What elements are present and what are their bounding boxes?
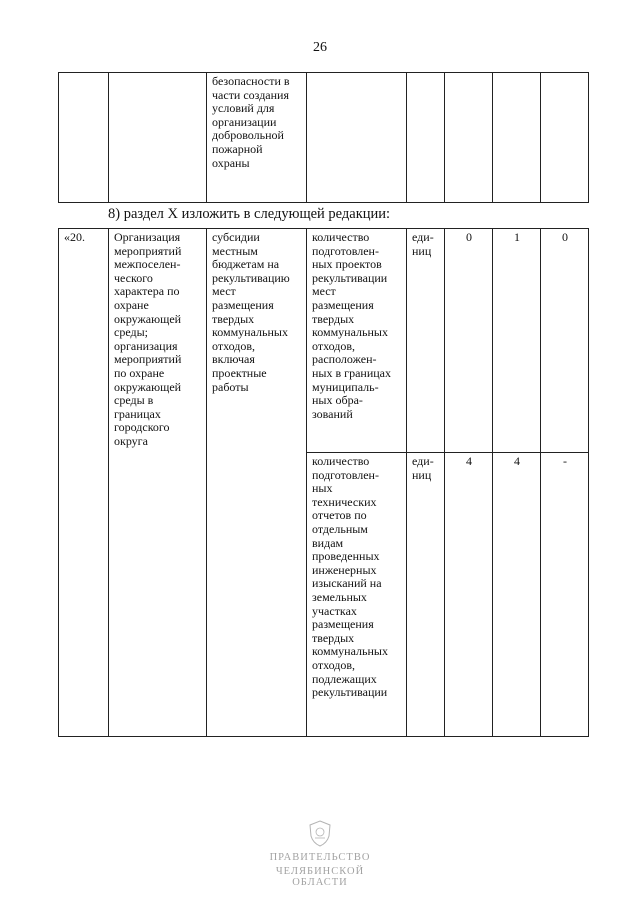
activity-line: Организация xyxy=(114,230,181,244)
indicator-line: твердых xyxy=(312,630,355,645)
indicator-line: подготовлен- xyxy=(312,467,379,482)
value-cell: 4 xyxy=(493,453,541,737)
indicator-cell xyxy=(307,453,407,737)
subsidy-line: рекультивацию xyxy=(212,270,290,285)
activity-line: городского xyxy=(114,420,170,435)
subsidy-line: коммунальных xyxy=(212,325,288,340)
unit-line: еди- xyxy=(412,454,434,468)
continuation-table xyxy=(58,72,589,203)
indicator-line: отчетов по xyxy=(312,508,367,523)
table-row xyxy=(59,229,589,453)
activity-line: характера по xyxy=(114,284,180,299)
activity-line: округа xyxy=(114,433,148,448)
subsidy-line: бюджетам на xyxy=(212,257,280,272)
indicator-line: ных в границах xyxy=(312,365,391,380)
indicator-line: изысканий на xyxy=(312,576,382,591)
unit-line: еди- xyxy=(412,230,434,244)
indicator-line: земельных xyxy=(312,589,367,604)
section-table xyxy=(58,228,589,737)
table-cell xyxy=(445,73,493,203)
subsidy-line: твердых xyxy=(212,311,255,326)
table-row xyxy=(59,73,589,203)
indicator-line: технических xyxy=(312,494,377,509)
indicator-line: видам xyxy=(312,535,344,550)
page-number: 26 xyxy=(313,40,327,55)
indicator-line: размещения xyxy=(312,297,374,312)
indicator-line: инженерных xyxy=(312,562,377,577)
table-cell xyxy=(59,73,109,203)
indicator-line: муниципаль- xyxy=(312,379,379,394)
indicator-line: ных проектов xyxy=(312,257,382,272)
government-seal xyxy=(250,818,390,888)
indicator-line: подготовлен- xyxy=(312,243,379,258)
indicator-line: проведенных xyxy=(312,549,380,564)
subsidy-cell xyxy=(207,229,307,737)
indicator-line: зований xyxy=(312,406,353,421)
table-cell xyxy=(407,73,445,203)
indicator-line: рекультивации xyxy=(312,685,388,700)
indicator-line: мест xyxy=(312,284,336,299)
unit-line: ниц xyxy=(412,243,432,258)
goal-line: добровольной xyxy=(212,128,284,143)
subsidy-line: проектные xyxy=(212,365,267,380)
indicator-line: отходов, xyxy=(312,338,356,353)
subsidy-line: отходов, xyxy=(212,338,256,353)
indicator-line: количество xyxy=(312,230,370,244)
subsidy-line: размещения xyxy=(212,297,274,312)
activity-cell xyxy=(109,229,207,737)
table-cell xyxy=(541,73,589,203)
activity-line: среды; xyxy=(114,325,148,340)
indicator-line: отходов, xyxy=(312,657,356,672)
indicator-line: участках xyxy=(312,603,357,618)
subsidy-line: мест xyxy=(212,284,236,299)
goal-line: условий для xyxy=(212,101,275,116)
indicator-line: коммунальных xyxy=(312,325,388,340)
activity-line: ческого xyxy=(114,270,153,285)
indicator-line: расположен- xyxy=(312,352,377,367)
unit-line: ниц xyxy=(412,467,432,482)
section-heading: 8) раздел X изложить в следующей редакции: xyxy=(108,206,391,222)
activity-line: среды в xyxy=(114,393,154,408)
goal-line: организации xyxy=(212,114,277,129)
value-cell: 0 xyxy=(445,229,493,453)
subsidy-line: субсидии xyxy=(212,230,260,244)
value-cell: 0 xyxy=(541,229,589,453)
value-cell: - xyxy=(541,453,589,737)
seal-line: ПРАВИТЕЛЬСТВО xyxy=(269,852,371,863)
indicator-line: коммунальных xyxy=(312,644,388,659)
table-cell xyxy=(109,73,207,203)
indicator-line: ных обра- xyxy=(312,393,363,408)
indicator-line: подлежащих xyxy=(312,671,377,686)
activity-line: по охране xyxy=(114,365,165,380)
activity-line: организация xyxy=(114,338,178,353)
row-number-cell: «20. xyxy=(59,229,109,737)
indicator-line: твердых xyxy=(312,311,355,326)
indicator-line: отдельным xyxy=(312,521,368,536)
table-cell xyxy=(307,73,407,203)
goal-line: части создания xyxy=(212,87,289,102)
goal-line: безопасности в xyxy=(212,74,290,88)
activity-line: мероприятий xyxy=(114,352,182,367)
goal-line: пожарной xyxy=(212,141,263,156)
indicator-cell xyxy=(307,229,407,453)
goal-cell xyxy=(207,73,307,203)
unit-cell xyxy=(407,229,445,453)
indicator-line: размещения xyxy=(312,617,374,632)
activity-line: мероприятий xyxy=(114,243,182,258)
subsidy-line: работы xyxy=(212,379,249,394)
indicator-line: количество xyxy=(312,454,370,468)
activity-line: границах xyxy=(114,406,161,421)
subsidy-line: включая xyxy=(212,352,255,367)
seal-line: ЧЕЛЯБИНСКОЙ ОБЛАСТИ xyxy=(275,866,365,888)
indicator-line: рекультивации xyxy=(312,270,388,285)
value-cell: 4 xyxy=(445,453,493,737)
value-cell: 1 xyxy=(493,229,541,453)
indicator-line: ных xyxy=(312,481,333,496)
activity-line: окружающей xyxy=(114,379,182,394)
coat-of-arms-icon xyxy=(305,818,335,848)
activity-line: охране xyxy=(114,297,149,312)
activity-line: межпоселен- xyxy=(114,257,181,272)
unit-cell xyxy=(407,453,445,737)
subsidy-line: местным xyxy=(212,243,258,258)
goal-line: охраны xyxy=(212,155,250,170)
activity-line: окружающей xyxy=(114,311,182,326)
table-cell xyxy=(493,73,541,203)
